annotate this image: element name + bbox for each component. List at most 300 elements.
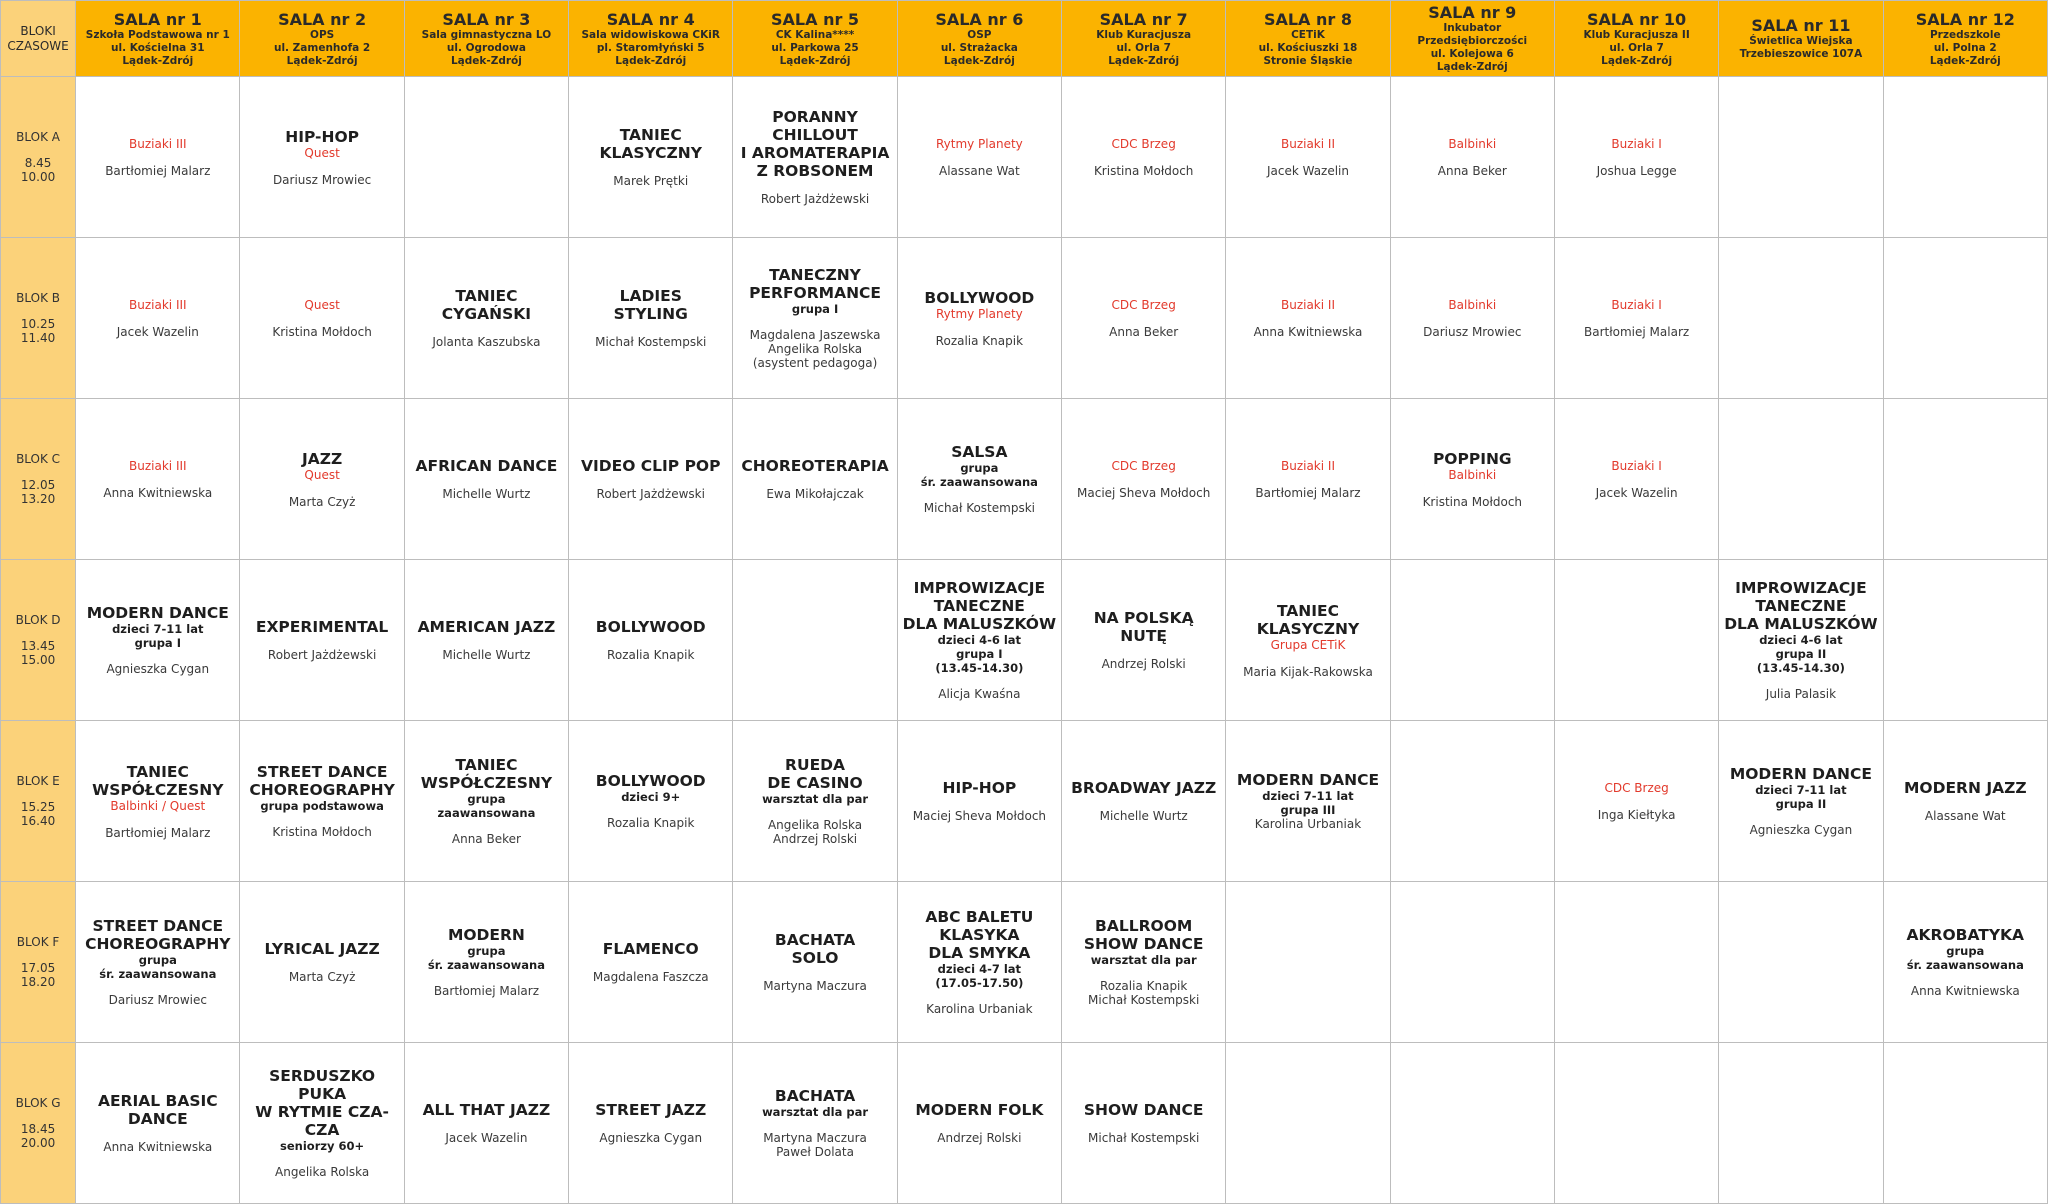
class-title-line: KLASYKA	[939, 926, 1020, 944]
time-block-cell	[1, 560, 76, 721]
class-cell	[897, 882, 1061, 1043]
hall-name: SALA nr 10	[1587, 9, 1687, 29]
instructor-name: Robert Jażdżewski	[596, 487, 705, 501]
group-name: Buziaki I	[1611, 136, 1662, 151]
block-start-time: 10.25	[20, 317, 56, 331]
class-title-line: LADIES	[619, 287, 682, 305]
class-cell	[1390, 882, 1554, 1043]
class-title-line: DLA SMYKA	[928, 944, 1031, 962]
class-detail: dzieci 7-11 lat	[1262, 789, 1354, 803]
class-cell	[1719, 560, 1883, 721]
class-cell	[1062, 560, 1226, 721]
time-block-cell	[1, 77, 76, 238]
class-title-line: TANIEC	[455, 756, 518, 774]
class-title-line: BOLLYWOOD	[924, 288, 1035, 307]
instructor-name: Jacek Wazelin	[1595, 485, 1678, 500]
class-cell	[1554, 77, 1718, 238]
block-name: BLOK C	[16, 452, 61, 466]
class-cell	[240, 238, 404, 399]
class-cell	[1226, 1043, 1390, 1204]
block-name: BLOK G	[15, 1096, 61, 1110]
class-detail: grupa II	[1775, 797, 1827, 811]
class-detail: grupa II	[1775, 647, 1827, 661]
hall-name: SALA nr 9	[1428, 3, 1517, 22]
instructor-name: Marta Czyż	[288, 970, 356, 984]
class-detail: dzieci 4-6 lat	[1759, 633, 1843, 647]
class-title-line: TANIEC	[1276, 601, 1340, 620]
instructor-name: Andrzej Rolski	[1101, 657, 1186, 671]
instructor-name: Karolina Urbaniak	[926, 1002, 1033, 1016]
block-row	[1, 560, 2048, 721]
class-detail: zaawansowana	[437, 806, 536, 820]
hall-address-line: ul. Zamenhofa 2	[273, 41, 371, 54]
class-detail: grupa	[1946, 944, 1985, 958]
class-cell	[897, 560, 1061, 721]
class-cell	[733, 882, 897, 1043]
class-cell	[76, 882, 240, 1043]
class-cell	[569, 77, 733, 238]
class-cell	[1390, 399, 1554, 560]
hall-address-line: Inkubator Przedsiębiorczości	[1417, 22, 1528, 47]
instructor-name: Paweł Dolata	[776, 1145, 854, 1159]
instructor-name: Maria Kijak-Rakowska	[1243, 664, 1373, 679]
class-title-line: CHOREOTERAPIA	[741, 457, 889, 475]
hall-address-line: Lądek-Zdrój	[450, 54, 522, 67]
class-cell	[569, 882, 733, 1043]
class-title-line: MODERN DANCE	[1729, 765, 1872, 783]
class-cell	[404, 721, 568, 882]
hall-address-line: Sala widowiskowa CKiR	[581, 28, 720, 41]
instructor-name: Ewa Mikołajczak	[766, 487, 864, 501]
class-title-line: Z ROBSONEM	[756, 162, 874, 180]
class-cell	[1062, 1043, 1226, 1204]
class-title-line: IMPROWIZACJE	[1735, 579, 1867, 597]
hall-header-1	[76, 1, 240, 77]
instructor-name: Jolanta Kaszubska	[432, 335, 541, 349]
hall-header-8	[1226, 1, 1390, 77]
class-detail: grupa	[138, 953, 177, 967]
block-end-time: 15.00	[20, 653, 56, 667]
instructor-name: Martyna Maczura	[763, 1131, 867, 1145]
class-title-line: CYGAŃSKI	[441, 305, 532, 323]
class-cell	[897, 399, 1061, 560]
block-end-time: 16.40	[20, 814, 56, 828]
class-title-line: DLA MALUSZKÓW	[902, 615, 1057, 633]
class-cell	[240, 882, 404, 1043]
hall-header-3	[404, 1, 568, 77]
hall-address-line: Lądek-Zdrój	[122, 54, 194, 67]
class-cell	[1883, 721, 2047, 882]
group-name: CDC Brzeg	[1111, 297, 1176, 312]
header-label-line: CZASOWE	[7, 38, 69, 53]
class-title-line: HIP-HOP	[942, 779, 1017, 797]
class-detail: dzieci 7-11 lat	[112, 622, 204, 636]
class-cell	[733, 399, 897, 560]
instructor-name: Anna Beker	[1437, 163, 1507, 178]
instructor-name: Alassane Wat	[939, 163, 1020, 178]
group-name: CDC Brzeg	[1111, 136, 1176, 151]
block-end-time: 18.20	[20, 975, 56, 989]
hall-header-10	[1554, 1, 1718, 77]
hall-address-line: Lądek-Zdrój	[943, 54, 1015, 67]
class-detail: dzieci 7-11 lat	[1755, 783, 1847, 797]
class-title-line: SOLO	[791, 949, 839, 967]
class-title-line: SERDUSZKO PUKA	[269, 1067, 376, 1103]
hall-address-line: Lądek-Zdrój	[615, 54, 687, 67]
time-block-cell	[1, 399, 76, 560]
class-title-line: HIP-HOP	[285, 127, 359, 146]
group-name: Balbinki	[1448, 467, 1497, 482]
instructor-name: Kristina Mołdoch	[272, 324, 372, 339]
time-block-cell	[1, 721, 76, 882]
class-title-line: AMERICAN JAZZ	[417, 618, 556, 636]
class-cell	[1062, 399, 1226, 560]
class-title-line: TANIEC	[126, 762, 189, 781]
instructor-name: Alicja Kwaśna	[938, 687, 1021, 701]
instructor-name: Kristina Mołdoch	[1093, 163, 1194, 178]
class-title-line: BACHATA	[774, 931, 856, 949]
class-title-line: PORANNY	[772, 108, 858, 126]
class-cell	[1719, 1043, 1883, 1204]
group-name: Buziaki III	[129, 297, 187, 312]
class-detail: grupa I	[791, 302, 839, 316]
class-detail: (13.45-14.30)	[935, 661, 1024, 675]
hall-address-line: Sala gimnastyczna LO	[421, 28, 552, 41]
class-cell	[897, 721, 1061, 882]
time-blocks-header	[1, 1, 76, 77]
class-title-line: ABC BALETU	[925, 908, 1034, 926]
group-name: Buziaki I	[1611, 458, 1662, 473]
hall-address-line: ul. Polna 2	[1933, 41, 1997, 54]
group-name: Quest	[304, 467, 340, 482]
class-title-line: SHOW DANCE	[1083, 1101, 1204, 1119]
class-cell	[1390, 721, 1554, 882]
class-cell	[240, 399, 404, 560]
instructor-name: Rozalia Knapik	[607, 816, 695, 830]
hall-address-line: ul. Kolejowa 6	[1430, 48, 1514, 60]
hall-address-line: Lądek-Zdrój	[779, 54, 851, 67]
instructor-name: Anna Beker	[1109, 324, 1179, 339]
class-title-line: BACHATA	[774, 1087, 856, 1105]
instructor-name: Anna Beker	[451, 832, 521, 846]
instructor-name: Rozalia Knapik	[607, 648, 695, 662]
class-title-line: TANECZNE	[933, 597, 1025, 615]
block-start-time: 12.05	[20, 478, 56, 492]
instructor-name: Bartłomiej Malarz	[1255, 485, 1361, 500]
hall-name: SALA nr 2	[278, 9, 367, 29]
hall-address-line: Przedszkole	[1929, 28, 2001, 41]
hall-address-line: ul. Orla 7	[1609, 41, 1664, 54]
class-detail: grupa III	[1280, 803, 1336, 817]
class-cell	[733, 721, 897, 882]
class-cell	[240, 721, 404, 882]
class-cell	[897, 77, 1061, 238]
class-cell	[1719, 238, 1883, 399]
group-name: Balbinki	[1448, 297, 1497, 312]
class-cell	[404, 560, 568, 721]
class-cell	[1390, 560, 1554, 721]
instructor-name: Bartłomiej Malarz	[105, 825, 211, 840]
block-start-time: 18.45	[20, 1122, 56, 1136]
class-title-line: W RYTMIE CZA-CZA	[255, 1103, 389, 1139]
class-detail: warsztat dla par	[1090, 953, 1197, 967]
class-cell	[1226, 721, 1390, 882]
time-block-cell	[1, 1043, 76, 1204]
instructor-name: Jacek Wazelin	[116, 324, 199, 339]
class-cell	[1554, 560, 1718, 721]
class-title-line: TANIEC	[619, 126, 682, 144]
group-name: Balbinki / Quest	[110, 798, 206, 813]
class-cell	[1062, 238, 1226, 399]
hall-address-line: Trzebieszowice 107A	[1739, 48, 1863, 60]
instructor-name: Bartłomiej Malarz	[105, 163, 211, 178]
class-cell	[897, 238, 1061, 399]
instructor-name: Michelle Wurtz	[442, 487, 531, 501]
instructor-name: Magdalena Jaszewska	[749, 328, 881, 342]
instructor-name: Jacek Wazelin	[445, 1131, 528, 1145]
instructor-name: Kristina Mołdoch	[272, 825, 372, 839]
block-start-time: 8.45	[24, 156, 52, 170]
class-cell	[569, 560, 733, 721]
instructor-name: Angelika Rolska	[275, 1165, 370, 1179]
hall-address-line: ul. Orla 7	[1116, 41, 1171, 54]
class-detail: grupa	[960, 461, 999, 475]
class-cell	[404, 882, 568, 1043]
group-name: Buziaki II	[1280, 297, 1335, 312]
class-cell	[404, 238, 568, 399]
class-title-line: MODERN DANCE	[86, 604, 229, 622]
class-detail: śr. zaawansowana	[1906, 958, 2024, 972]
instructor-name: Dariusz Mrowiec	[272, 172, 372, 187]
class-detail: (17.05-17.50)	[935, 976, 1024, 990]
class-cell	[76, 721, 240, 882]
class-cell	[1554, 399, 1718, 560]
instructor-name: Maciej Sheva Mołdoch	[1077, 485, 1211, 500]
instructor-name: Andrzej Rolski	[772, 832, 858, 846]
hall-address-line: OPS	[310, 28, 335, 41]
instructor-name: Karolina Urbaniak	[1254, 817, 1362, 831]
class-cell	[1883, 238, 2047, 399]
hall-name: SALA nr 3	[442, 9, 531, 29]
class-cell	[1883, 560, 2047, 721]
class-cell	[76, 1043, 240, 1204]
class-title-line: NUTĘ	[1120, 627, 1168, 645]
class-detail: dzieci 4-7 lat	[937, 962, 1022, 976]
hall-address-line: ul. Ogrodowa	[446, 41, 526, 54]
class-cell	[1390, 238, 1554, 399]
class-title-line: SALSA	[951, 443, 1008, 461]
class-cell	[569, 238, 733, 399]
hall-address-line: Klub Kuracjusza	[1096, 28, 1192, 41]
class-cell	[733, 560, 897, 721]
instructor-name: Anna Kwitniewska	[1253, 324, 1363, 339]
hall-name: SALA nr 5	[771, 9, 860, 29]
hall-address-line: ul. Kościuszki 18	[1258, 41, 1358, 54]
class-title-line: STREET JAZZ	[595, 1101, 707, 1119]
block-name: BLOK E	[16, 774, 60, 788]
instructor-name: Michał Kostempski	[1088, 1131, 1200, 1145]
group-name: Grupa CETiK	[1270, 637, 1346, 652]
hall-name: SALA nr 8	[1263, 9, 1352, 29]
hall-header-7	[1062, 1, 1226, 77]
class-cell	[1390, 1043, 1554, 1204]
class-cell	[733, 1043, 897, 1204]
block-start-time: 13.45	[20, 639, 56, 653]
class-detail: grupa podstawowa	[260, 799, 384, 813]
hall-address-line: pl. Staromłyński 5	[596, 41, 705, 54]
class-title-line: ALL THAT JAZZ	[422, 1101, 551, 1119]
block-row	[1, 882, 2048, 1043]
hall-address-line: ul. Parkowa 25	[771, 41, 859, 54]
block-start-time: 17.05	[20, 961, 56, 975]
class-title-line: FLAMENCO	[602, 940, 699, 958]
class-title-line: TANIEC	[455, 287, 518, 305]
class-title-line: IMPROWIZACJE	[913, 579, 1046, 597]
class-title-line: CHOREOGRAPHY	[249, 781, 395, 799]
instructor-name: Michelle Wurtz	[442, 648, 531, 662]
group-name: CDC Brzeg	[1111, 458, 1176, 473]
class-cell	[897, 1043, 1061, 1204]
class-title-line: MODERN JAZZ	[1903, 779, 2027, 797]
hall-name: SALA nr 12	[1915, 9, 2015, 29]
instructor-name: Angelika Rolska	[767, 342, 863, 356]
class-cell	[76, 77, 240, 238]
hall-address-line: CETiK	[1291, 28, 1325, 41]
class-cell	[1554, 721, 1718, 882]
class-title-line: STREET DANCE	[92, 917, 224, 935]
class-title-line: MODERN	[447, 926, 525, 944]
class-cell	[1554, 882, 1718, 1043]
class-cell	[733, 77, 897, 238]
instructor-name: Michał Kostempski	[923, 501, 1035, 515]
class-cell	[1883, 399, 2047, 560]
block-row	[1, 77, 2048, 238]
class-detail: grupa I	[956, 647, 1003, 661]
block-start-time: 15.25	[20, 800, 56, 814]
class-title-line: STREET DANCE	[256, 763, 388, 781]
class-cell	[1226, 399, 1390, 560]
block-end-time: 11.40	[20, 331, 56, 345]
class-detail: grupa	[467, 944, 506, 958]
instructor-name: Agnieszka Cygan	[1749, 823, 1853, 837]
class-cell	[76, 399, 240, 560]
instructor-name: Dariusz Mrowiec	[1423, 324, 1522, 339]
block-name: BLOK B	[16, 291, 60, 305]
class-cell	[404, 1043, 568, 1204]
class-cell	[76, 560, 240, 721]
hall-header-5	[733, 1, 897, 77]
instructor-name: Jacek Wazelin	[1266, 163, 1349, 178]
instructor-name: Julia Palasik	[1765, 687, 1837, 701]
class-title-line: AFRICAN DANCE	[415, 457, 558, 475]
class-cell	[76, 238, 240, 399]
class-cell	[240, 560, 404, 721]
class-title-line: VIDEO CLIP POP	[581, 457, 721, 475]
class-cell	[1226, 238, 1390, 399]
instructor-name: Martyna Maczura	[763, 979, 867, 993]
group-name: Rytmy Planety	[935, 136, 1023, 151]
class-title-line: TANECZNY	[769, 266, 861, 284]
time-block-cell	[1, 238, 76, 399]
class-detail: (13.45-14.30)	[1756, 661, 1845, 675]
class-title-line: DLA MALUSZKÓW	[1724, 615, 1878, 633]
group-name: Buziaki II	[1280, 136, 1335, 151]
class-cell	[1719, 882, 1883, 1043]
instructor-name: Andrzej Rolski	[937, 1131, 1022, 1145]
group-name: Buziaki III	[129, 136, 187, 151]
class-cell	[404, 399, 568, 560]
instructor-name: Marek Prętki	[613, 174, 689, 188]
class-cell	[569, 399, 733, 560]
class-detail: śr. zaawansowana	[427, 958, 545, 972]
hall-address-line: OSP	[967, 28, 992, 41]
group-name: Balbinki	[1448, 136, 1497, 151]
group-name: Quest	[304, 145, 340, 160]
class-detail: śr. zaawansowana	[920, 475, 1038, 489]
hall-name: SALA nr 6	[935, 9, 1024, 29]
class-cell	[1883, 882, 2047, 1043]
header-label-line: BLOKI	[20, 23, 56, 38]
hall-address-line: Klub Kuracjusza II	[1583, 28, 1690, 41]
class-title-line: BALLROOM	[1095, 917, 1193, 935]
schedule-body	[1, 77, 2048, 1204]
class-title-line: EXPERIMENTAL	[255, 618, 389, 636]
time-block-cell	[1, 882, 76, 1043]
group-name: Quest	[304, 297, 340, 312]
instructor-name: Bartłomiej Malarz	[1584, 324, 1690, 339]
class-title-line: PERFORMANCE	[749, 284, 882, 302]
class-cell	[569, 1043, 733, 1204]
hall-header-4	[569, 1, 733, 77]
instructor-name: Marta Czyż	[288, 494, 356, 509]
class-detail: śr. zaawansowana	[99, 967, 217, 981]
instructor-name: Michelle Wurtz	[1099, 809, 1188, 823]
instructor-name: Rozalia Knapik	[1099, 979, 1188, 993]
class-title-line: BOLLYWOOD	[595, 618, 706, 636]
class-detail: seniorzy 60+	[280, 1139, 365, 1153]
class-cell	[1226, 882, 1390, 1043]
class-title-line: WSPÓŁCZESNY	[420, 774, 553, 792]
hall-address-line: Lądek-Zdrój	[1929, 54, 2001, 67]
block-end-time: 20.00	[20, 1136, 56, 1150]
class-cell	[1719, 721, 1883, 882]
class-detail: dzieci 9+	[621, 790, 681, 804]
class-title-line: SHOW DANCE	[1083, 935, 1204, 953]
class-cell	[1719, 399, 1883, 560]
group-name: CDC Brzeg	[1604, 780, 1669, 795]
instructor-name: Agnieszka Cygan	[599, 1131, 703, 1145]
hall-name: SALA nr 4	[606, 9, 695, 29]
instructor-name: Anna Kwitniewska	[103, 1140, 213, 1154]
block-row	[1, 1043, 2048, 1204]
class-title-line: MODERN DANCE	[1236, 771, 1380, 789]
class-cell	[1719, 77, 1883, 238]
class-cell	[240, 1043, 404, 1204]
class-cell	[1062, 721, 1226, 882]
class-title-line: CHOREOGRAPHY	[85, 935, 231, 953]
instructor-name: Agnieszka Cygan	[106, 662, 210, 676]
block-row	[1, 721, 2048, 882]
class-cell	[1883, 1043, 2047, 1204]
hall-address-line: Lądek-Zdrój	[1436, 61, 1508, 73]
class-title-line: I AROMATERAPIA	[740, 144, 890, 162]
block-name: BLOK F	[16, 935, 60, 949]
class-detail: grupa	[467, 792, 506, 806]
block-name: BLOK D	[15, 613, 61, 627]
class-cell	[1226, 77, 1390, 238]
hall-name: SALA nr 1	[113, 9, 202, 29]
class-detail: warsztat dla par	[762, 792, 869, 806]
